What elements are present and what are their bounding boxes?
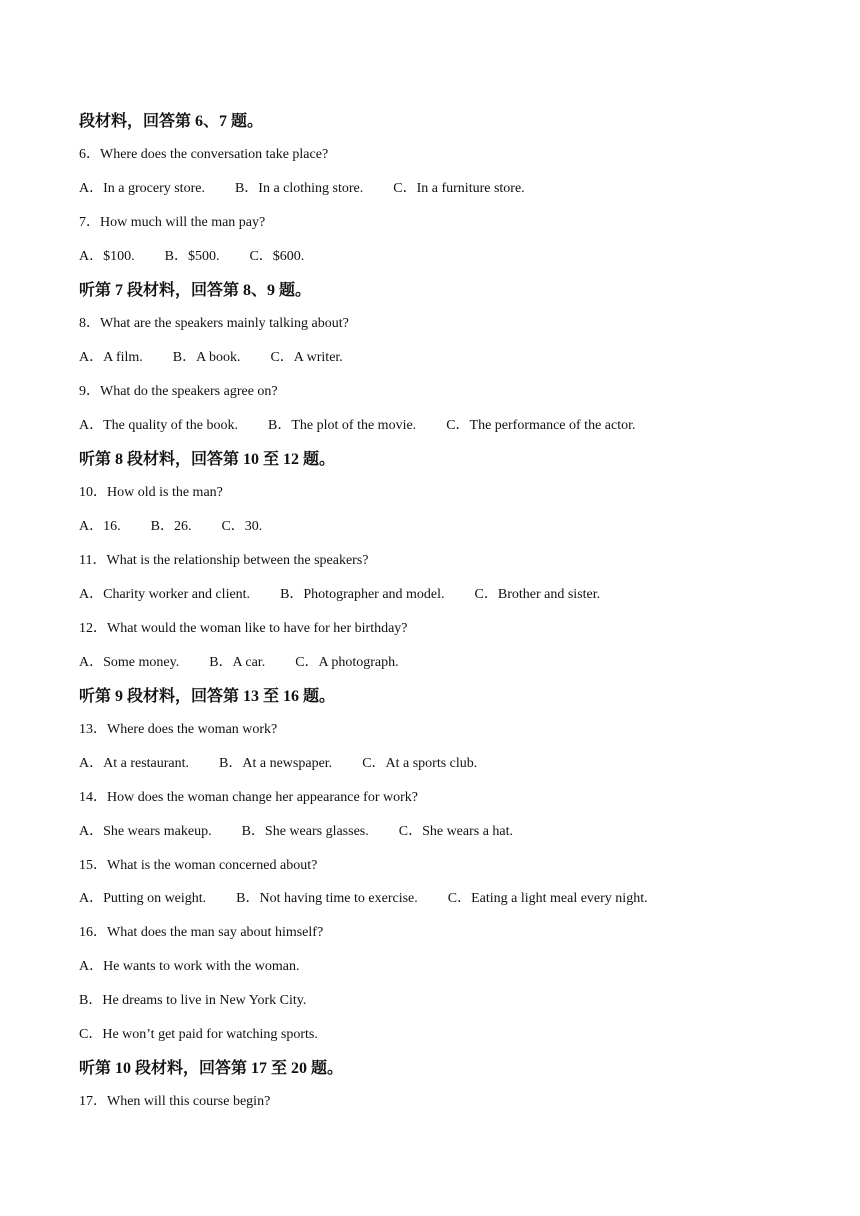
answer-option: A．16. [79, 519, 121, 534]
answer-options [79, 518, 262, 536]
section-heading: 听第 10 段材料，回答第 17 至 20 题。 [79, 1060, 344, 1077]
answer-option: A．Putting on weight. [79, 891, 207, 906]
answer-option: C．A writer. [270, 350, 343, 365]
answer-option: C．In a furniture store. [393, 181, 525, 196]
answer-option: B．26. [150, 519, 192, 534]
answer-option: B．She wears glasses. [241, 824, 369, 839]
answer-option: B．In a clothing store. [234, 181, 364, 196]
answer-option: B．A car. [209, 655, 266, 670]
answer-options [79, 248, 304, 266]
answer-option: B．Photographer and model. [280, 587, 445, 602]
answer-options [79, 755, 477, 773]
section-heading: 听第 9 段材料，回答第 13 至 16 题。 [79, 688, 336, 705]
answer-option: C．30. [221, 519, 263, 534]
question-text: 17．When will this course begin? [79, 1094, 271, 1109]
question-text: 9．What do the speakers agree on? [79, 384, 278, 399]
answer-option: A．She wears makeup. [79, 824, 212, 839]
question-text: 11．What is the relationship between the speakers? [79, 553, 369, 568]
answer-option: B．$500. [164, 249, 220, 264]
question-text: 7．How much will the man pay? [79, 215, 266, 230]
answer-options [79, 654, 399, 672]
answer-option: B．At a newspaper. [219, 756, 333, 771]
answer-option: C．The performance of the actor. [446, 418, 636, 433]
section-heading: 段材料，回答第 6、7 题。 [79, 113, 264, 130]
question-text: 12．What would the woman like to have for her birthday? [79, 621, 408, 636]
answer-option: B．A book. [172, 350, 241, 365]
answer-options [79, 349, 343, 367]
answer-options [79, 417, 636, 435]
question-text: 14．How does the woman change her appearance for work? [79, 790, 418, 805]
answer-option: A．The quality of the book. [79, 418, 239, 433]
answer-option: C．She wears a hat. [398, 824, 514, 839]
answer-options [79, 823, 513, 841]
question-text: 13．Where does the woman work? [79, 722, 278, 737]
answer-option: A．Some money. [79, 655, 180, 670]
answer-option: A．At a restaurant. [79, 756, 190, 771]
question-text: 15．What is the woman concerned about? [79, 858, 318, 873]
question-text: 10．How old is the man? [79, 485, 223, 500]
answer-option: C．At a sports club. [362, 756, 478, 771]
question-text: 6．Where does the conversation take place? [79, 147, 329, 162]
question-text: 16．What does the man say about himself? [79, 925, 324, 940]
answer-option: A．In a grocery store. [79, 181, 205, 196]
section-heading: 听第 8 段材料，回答第 10 至 12 题。 [79, 451, 336, 468]
question-text: B．He dreams to live in New York City. [79, 993, 307, 1008]
answer-option: A．$100. [79, 249, 135, 264]
answer-option: B．The plot of the movie. [268, 418, 417, 433]
answer-option: C．Brother and sister. [474, 587, 601, 602]
answer-option: C．$600. [249, 249, 305, 264]
answer-options [79, 586, 600, 604]
answer-option: B．Not having time to exercise. [236, 891, 418, 906]
answer-options [79, 180, 525, 198]
section-heading: 听第 7 段材料，回答第 8、9 题。 [79, 282, 312, 299]
answer-options [79, 890, 648, 908]
question-text: 8．What are the speakers mainly talking about? [79, 316, 349, 331]
answer-option: C．Eating a light meal every night. [447, 891, 648, 906]
question-text: A．He wants to work with the woman. [79, 959, 300, 974]
answer-option: C．A photograph. [295, 655, 399, 670]
answer-option: A．Charity worker and client. [79, 587, 251, 602]
question-text: C．He won’t get paid for watching sports. [79, 1027, 318, 1042]
answer-option: A．A film. [79, 350, 143, 365]
